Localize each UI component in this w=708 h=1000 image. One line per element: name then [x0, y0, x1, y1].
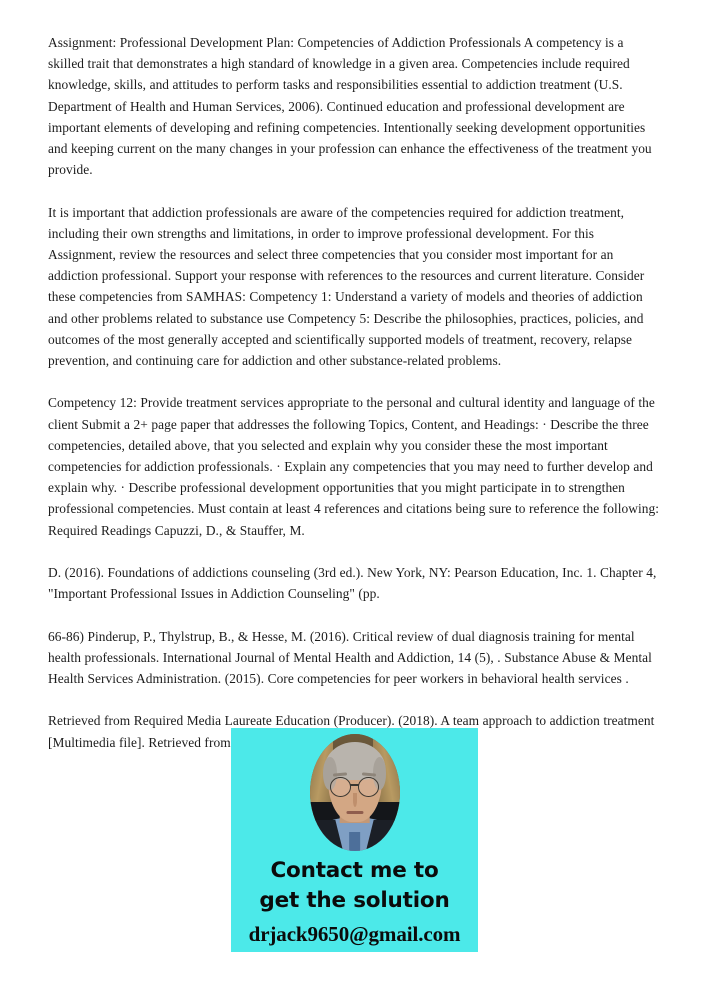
- paragraph-1: Assignment: Professional Development Plan: Competencies of Addiction Professionals A competency is a skilled trait that demonstrates a high standard of knowledge in a given area. Competencies include required knowledge, skills, and attitudes to perform tasks and responsibilities essential to addiction treatment (U.S. Department of Health and Human Services, 2006). Continued education and professional development are important elements of developing and refining competencies. Intentionally seeking development opportunities and keeping current on the many changes in your profession can enhance the effectiveness of the treatment you provide.: [48, 35, 652, 178]
- contact-email-address[interactable]: drjack9650@gmail.com: [248, 922, 461, 946]
- contact-heading-line-1: Contact me to: [270, 858, 439, 883]
- contact-card-text: [231, 856, 478, 949]
- paragraph-4: D. (2016). Foundations of addictions counseling (3rd ed.). New York, NY: Pearson Education, Inc. 1. Chapter 4, "Important Professional Issues in Addiction Counseling" (pp.: [48, 565, 657, 602]
- eyeglasses-icon-bridge: [350, 784, 359, 786]
- paragraph-5: 66-86) Pinderup, P., Thylstrup, B., & Hesse, M. (2016). Critical review of dual diagnosis training for mental health professionals. International Journal of Mental Health and Addiction, 14 (5), . Substance Abuse & Mental Health Services Administration. (2015). Core competencies for peer workers in behavioral health services .: [48, 628, 652, 687]
- avatar-nose: [353, 793, 358, 807]
- eyeglasses-icon-left-lens: [330, 777, 351, 797]
- avatar-tie: [349, 832, 361, 851]
- document-text-body: [48, 32, 662, 753]
- contact-heading-line-2: get the solution: [259, 888, 450, 913]
- eyeglasses-icon-right-lens: [358, 777, 379, 797]
- paragraph-2: It is important that addiction professionals are aware of the competencies required for addiction treatment, including their own strengths and limitations, in order to improve professional development. For this Assignment, review the resources and select three competencies that you consider most important for an addiction professional. Support your response with references to the resources and current literature. Consider these competencies from SAMHAS: Competency 1: Understand a variety of models and theories of addiction and other problems related to substance use Competency 5: Describe the philosophies, practices, policies, and outcomes of the most generally accepted and scientifically supported models of treatment, recovery, relapse prevention, and continuing care for addiction and other substance-related problems.: [48, 204, 645, 369]
- paragraph-3: Competency 12: Provide treatment services appropriate to the personal and cultural identity and language of the client Submit a 2+ page paper that addresses the following Topics, Content, and Headings: · Describe the three competencies, detailed above, that you selected and explain why you consider these the most important competencies for addiction professionals. · Explain any competencies that you may need to further develop and explain why. · Describe professional development opportunities that you might participate in to strengthen professional competencies. Must contain at least 4 references and citations being sure to reference the following: Required Readings Capuzzi, D., & Stauffer, M.: [48, 395, 660, 538]
- paragraph-6: Retrieved from Required Media Laureate Education (Producer). (2018). A team approach to addiction treatment [Multimedia file]. Retrieved from: [48, 713, 655, 750]
- contact-overlay-card[interactable]: [231, 728, 478, 952]
- avatar: [310, 734, 400, 851]
